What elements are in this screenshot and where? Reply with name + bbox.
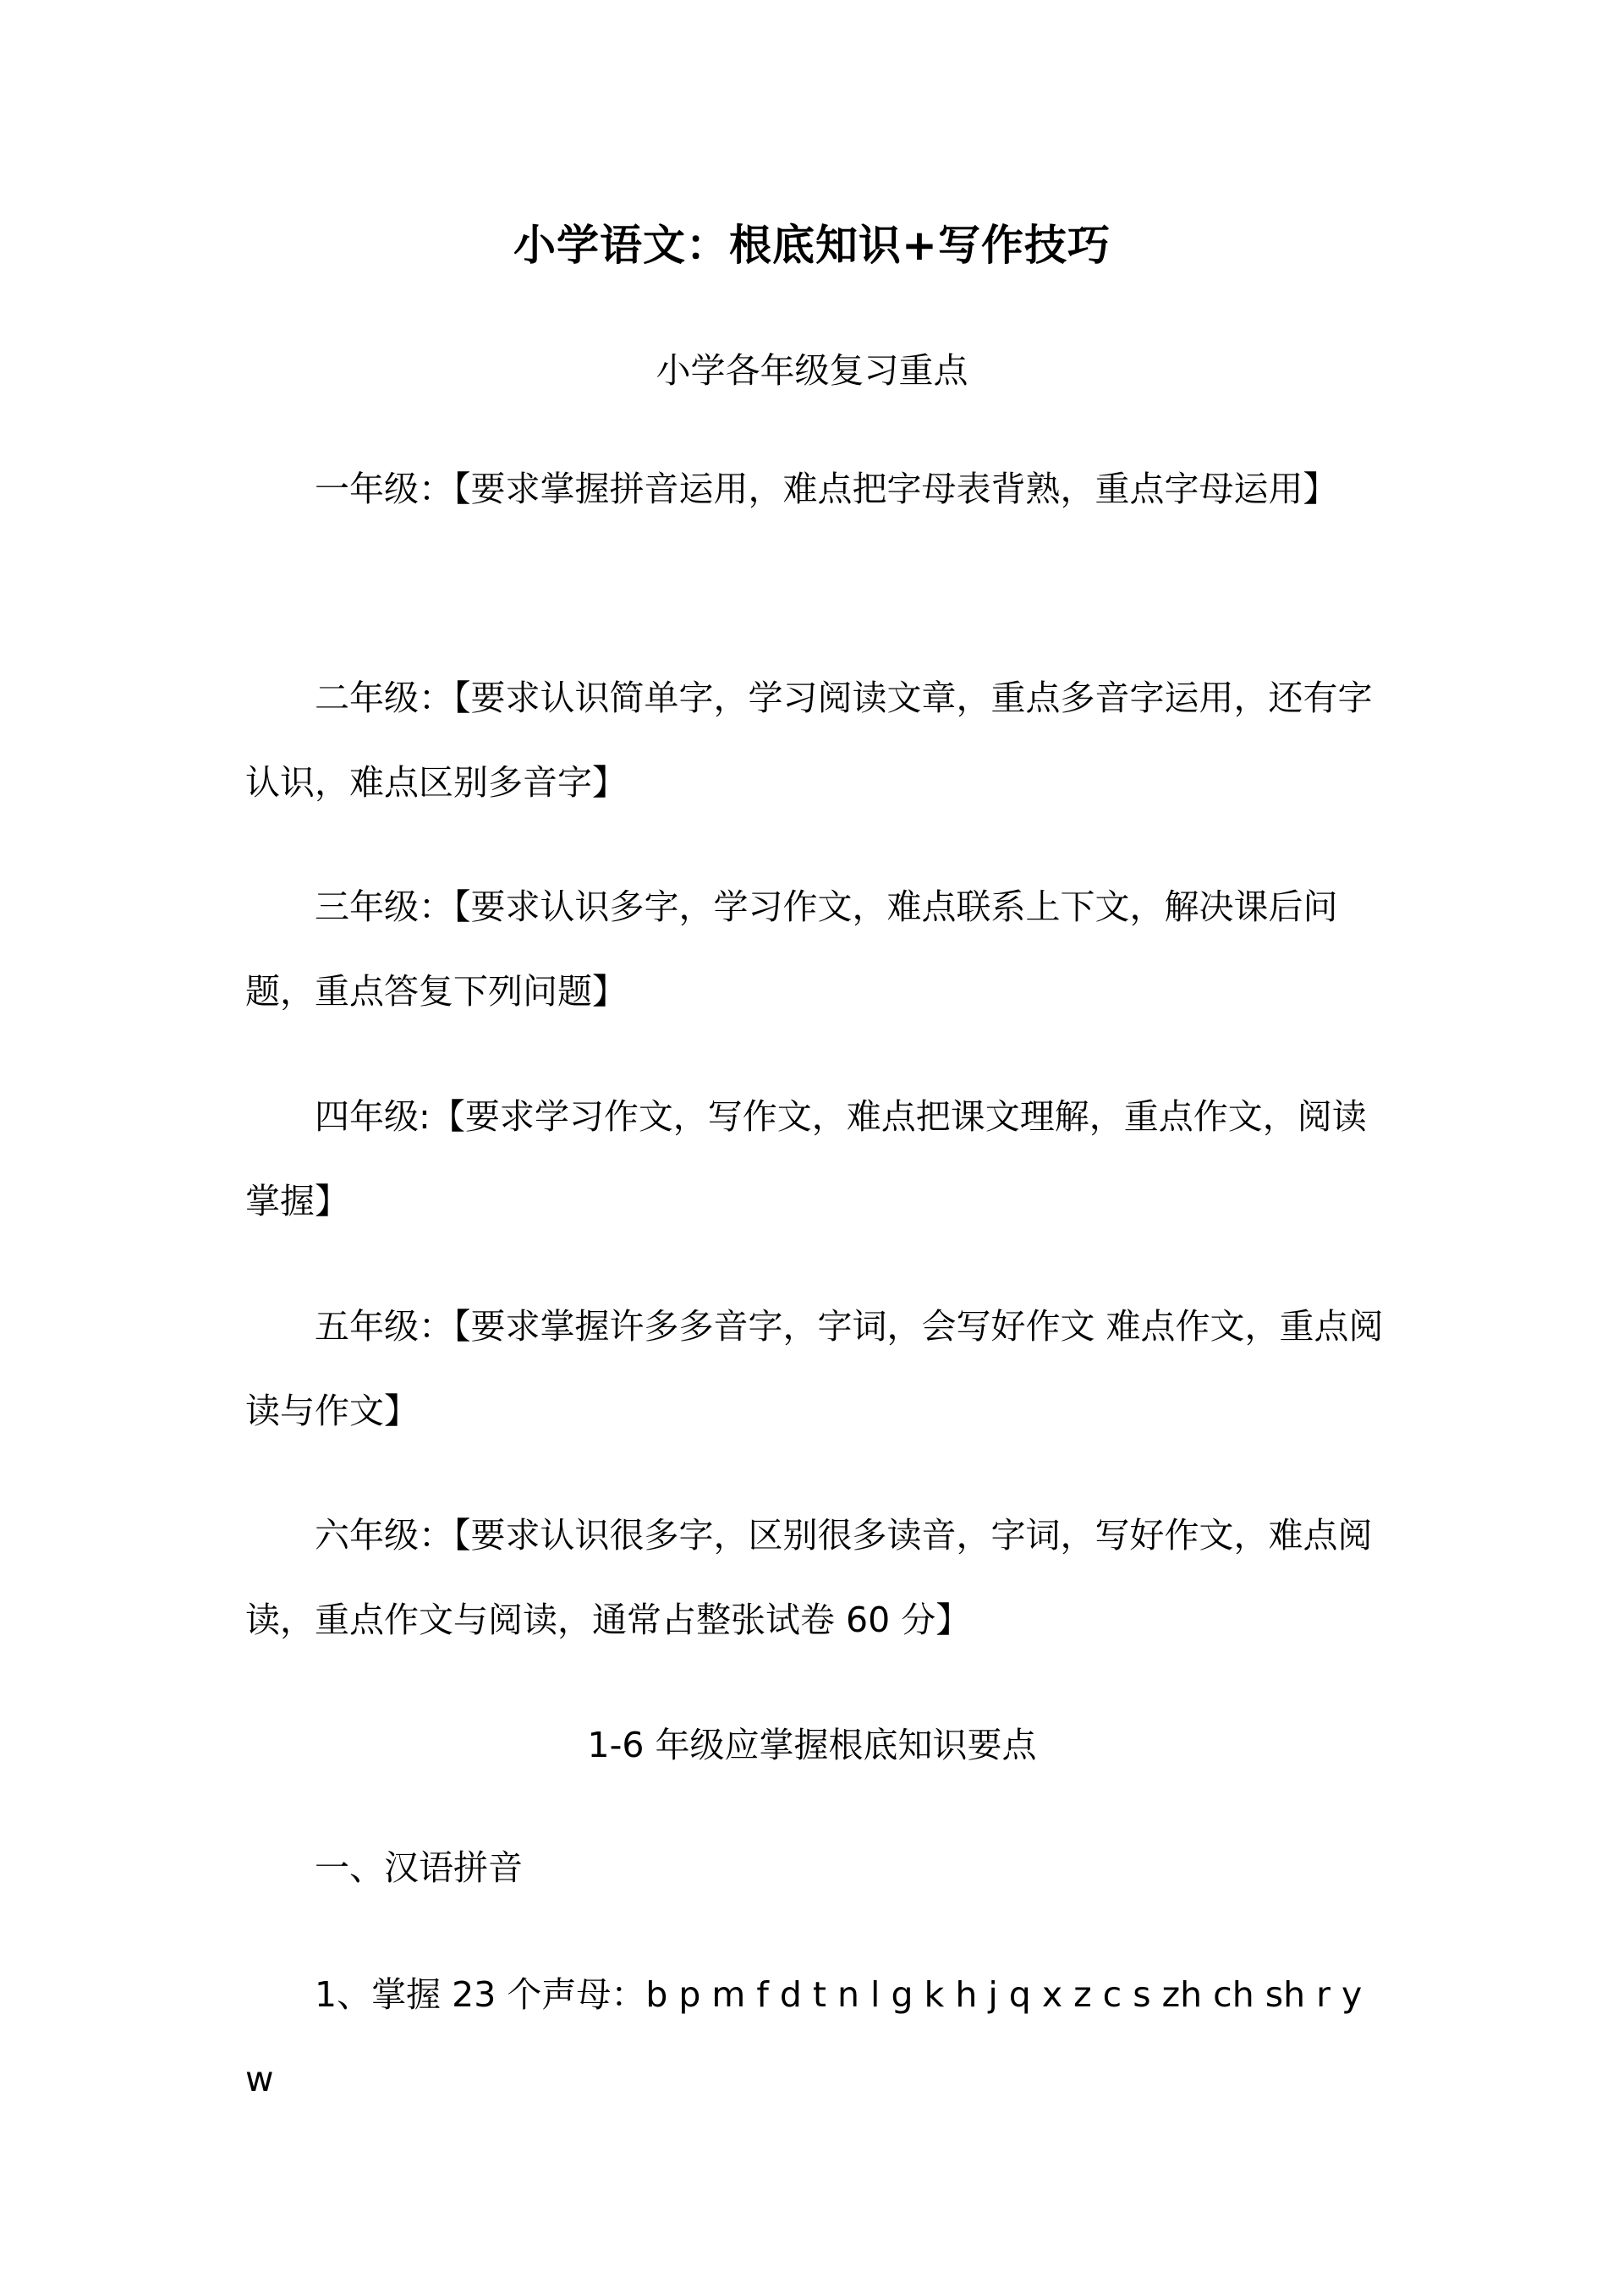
document-title: 小学语文：根底知识+写作技巧	[513, 221, 1111, 270]
pinyin-section-heading: 一、汉语拼音	[315, 1847, 523, 1888]
initials-list-paragraph: 1、掌握 23 个声母：b p m f d t n l g k h j q x z c s zh ch sh r y w	[245, 1974, 1363, 2099]
grade-3-paragraph: 三年级：【要求认识多字，学习作文，难点联系上下文，解决课后问题，重点答复下列问题】	[245, 886, 1338, 1012]
grade-1-paragraph: 一年级：【要求掌握拼音运用，难点把字母表背熟，重点字母运用】	[315, 469, 1338, 509]
grade-4-paragraph: 四年级:【要求学习作文，写作文，难点把课文理解，重点作文，阅读掌握】	[245, 1096, 1367, 1221]
review-subtitle: 小学各年级复习重点	[656, 350, 968, 391]
grade-5-paragraph: 五年级：【要求掌握许多多音字，字词，会写好作文 难点作文，重点阅读与作文】	[245, 1306, 1384, 1431]
grade-6-paragraph: 六年级：【要求认识很多字，区别很多读音，字词，写好作文，难点阅读，重点作文与阅读，通常占整张试卷 60 分】	[245, 1515, 1373, 1640]
knowledge-section-title: 1-6 年级应掌握根底知识要点	[587, 1725, 1037, 1765]
grade-2-paragraph: 二年级：【要求认识简单字，学习阅读文章，重点多音字运用，还有字认识，难点区别多音字】	[245, 678, 1373, 803]
